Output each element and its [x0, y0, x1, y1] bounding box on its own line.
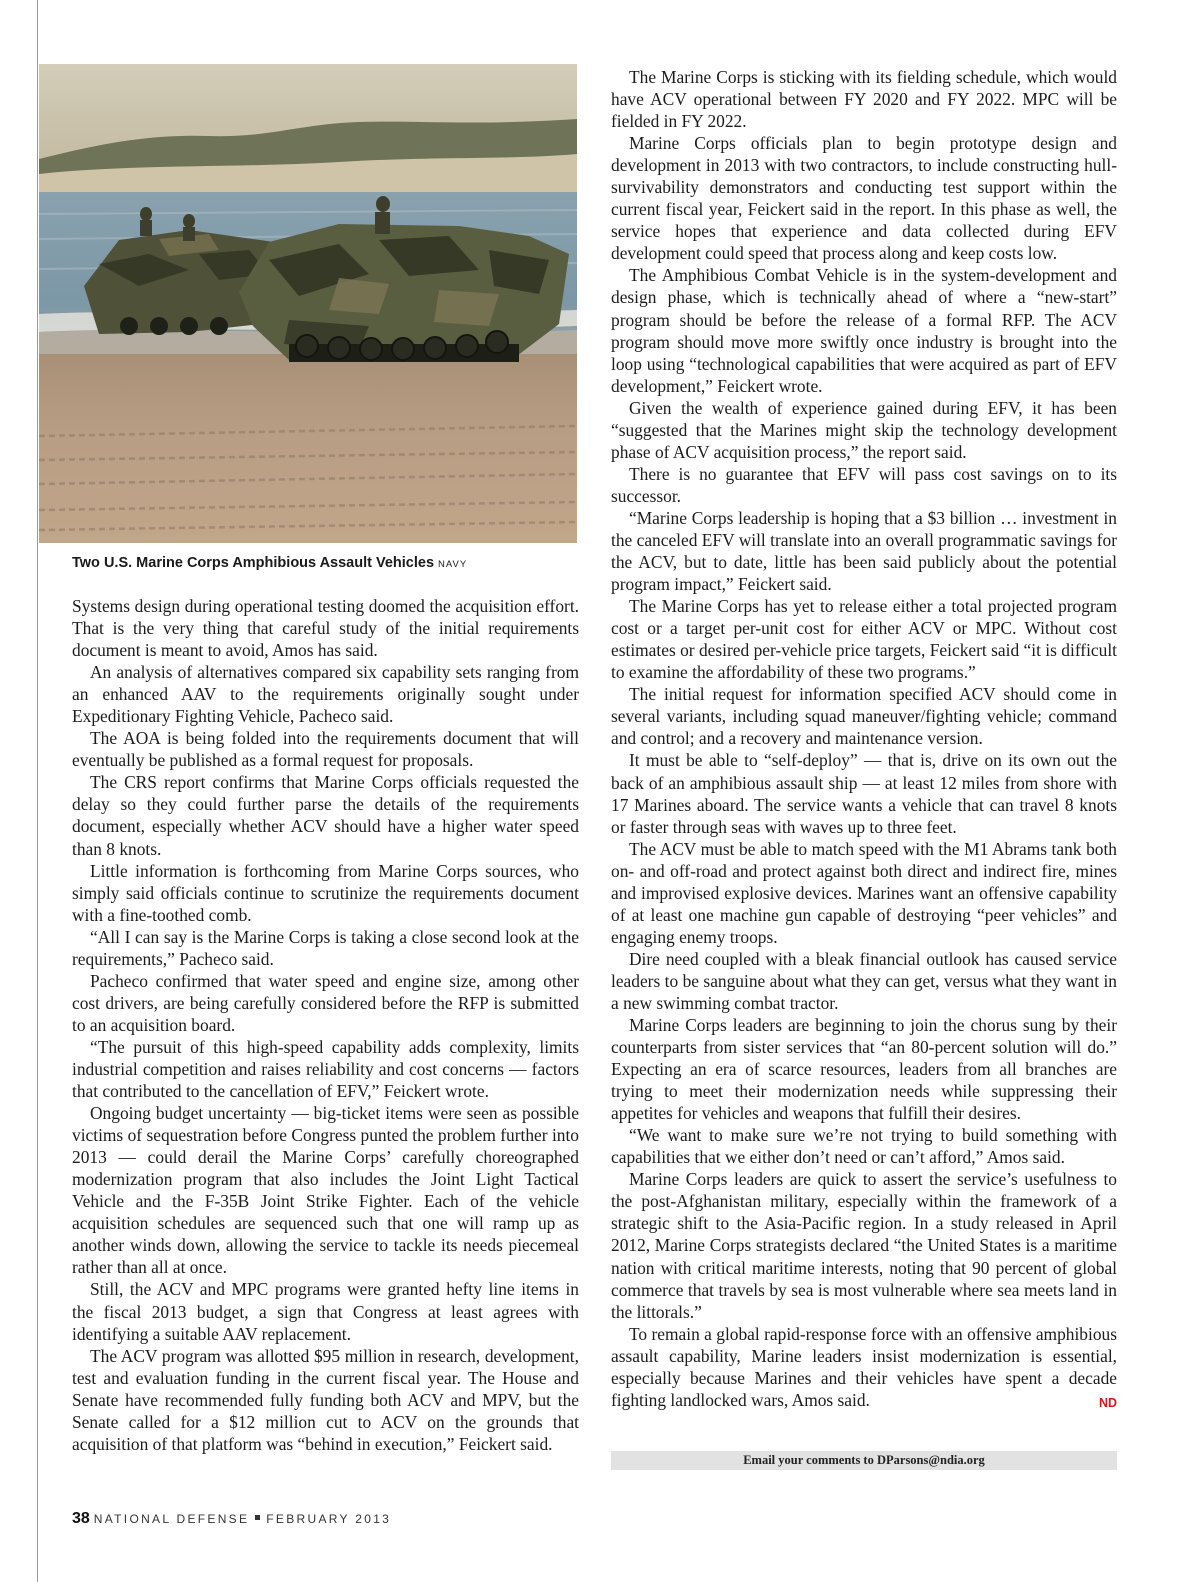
left-paragraph: “All I can say is the Marine Corps is taking a close second look at the requirements,” Pacheco said.	[72, 926, 579, 969]
right-paragraph: The Marine Corps is sticking with its fielding schedule, which would have ACV operational between FY 2020 and FY 2022. MPC will be fielded in FY 2022.	[611, 67, 1117, 132]
left-paragraph: Little information is forthcoming from Marine Corps sources, who simply said officials continue to scrutinize the requirements document with a fine-toothed comb.	[72, 860, 579, 925]
footer-separator	[255, 1515, 260, 1520]
caption-text: Two U.S. Marine Corps Amphibious Assault Vehicles	[72, 555, 435, 571]
email-address-link[interactable]: DParsons@ndia.org	[876, 1453, 985, 1467]
right-paragraph: Dire need coupled with a bleak financial outlook has caused service leaders to be sanguine about what they can get, versus what they want in a new swimming combat tractor.	[611, 948, 1117, 1013]
right-paragraph: The ACV must be able to match speed with the M1 Abrams tank both on- and off-road and protect against both direct and indirect fire, mines and improvised explosive devices. Marines want an offensive capability of at least one machine gun capable of destroying “peer vehicles” and engaging enemy troops.	[611, 838, 1117, 947]
email-prefix: Email your comments to	[743, 1453, 874, 1467]
left-paragraph: Ongoing budget uncertainty — big-ticket items were seen as possible victims of sequestration before Congress punted the problem further into 2013 — could derail the Marine Corps’ carefully choreographed modernization program that also includes the Joint Light Tactical Vehicle and the F-35B Joint Strike Fighter. Each of the vehicle acquisition schedules are sequenced such that one will ramp up as another winds down, allowing the service to tackle its needs piecemeal rather than all at once.	[72, 1103, 579, 1278]
left-paragraph: The CRS report confirms that Marine Corps officials requested the delay so they could further parse the details of the requirements document, especially whether ACV should have a higher water speed than 8 knots.	[72, 772, 579, 859]
issue-date: FEBRUARY 2013	[266, 1512, 392, 1526]
photo-credit: NAVY	[438, 559, 468, 570]
right-column	[611, 66, 1117, 1414]
right-paragraph: Marine Corps leaders are quick to assert the service’s usefulness to the post-Afghanistan military, especially within the framework of a strategic shift to the Asia-Pacific region. In a study released in April 2012, Marine Corps strategists declared “the United States is a maritime nation with critical maritime interests, noting that 90 percent of global commerce that travels by sea is most vulnerable where sea meets land in the littorals.”	[611, 1169, 1117, 1322]
publication-name: NATIONAL DEFENSE	[93, 1512, 250, 1526]
left-paragraph: An analysis of alternatives compared six capability sets ranging from an enhanced AAV to the requirements originally sought under Expeditionary Fighting Vehicle, Pacheco said.	[72, 662, 579, 727]
margin-rule	[37, 0, 38, 1582]
right-paragraph: There is no guarantee that EFV will pass cost savings on to its successor.	[611, 463, 1117, 506]
right-paragraph: It must be able to “self-deploy” — that is, drive on its own out the back of an amphibious assault ship — at least 12 miles from shore with 17 Marines aboard. The service wants a vehicle that can travel 8 knots or faster through seas with waves up to three feet.	[611, 750, 1117, 837]
email-comments-bar	[611, 1451, 1117, 1470]
left-paragraph: The ACV program was allotted $95 million in research, development, test and evaluation funding in the current fiscal year. The House and Senate have recommended fully funding both ACV and MPV, but the Senate called for a $12 million cut to ACV on the grounds that acquisition of that platform was “behind in execution,” Feickert said.	[72, 1345, 579, 1454]
right-paragraph: Marine Corps leaders are beginning to join the chorus sung by their counterparts from sister services that “an 80-percent solution will do.” Expecting an era of scarce resources, leaders from all branches are trying to meet their modernization needs while suppressing their appetites for vehicles and weapons that fulfill their desires.	[611, 1015, 1117, 1124]
amphibious-vehicles-photo	[39, 64, 577, 543]
left-paragraph: Pacheco confirmed that water speed and engine size, among other cost drivers, are being carefully considered before the RFP is submitted to an acquisition board.	[72, 970, 579, 1035]
left-paragraph: Still, the ACV and MPC programs were granted hefty line items in the fiscal 2013 budget, a sign that Congress at least agrees with identifying a suitable AAV replacement.	[72, 1279, 579, 1344]
final-paragraph	[611, 1323, 1117, 1411]
right-paragraph: “Marine Corps leadership is hoping that a $3 billion … investment in the canceled EFV will translate into an overall programmatic savings for the ACV, but to date, little has been said publicly about the potential program impact,” Feickert said.	[611, 507, 1117, 595]
page-number: 38	[72, 1510, 90, 1527]
right-paragraph: Marine Corps officials plan to begin prototype design and development in 2013 with two contractors, to include constructing hull-survivability demonstrators and conducting test support within the current fiscal year, Feickert said in the report. In this phase as well, the service hopes that experience and data collected during EFV development could speed that process along and keep costs low.	[611, 133, 1117, 264]
left-paragraph: “The pursuit of this high-speed capability adds complexity, limits industrial competition and raises reliability and cost concerns — factors that contributed to the cancellation of EFV,” Feickert wrote.	[72, 1036, 579, 1102]
page-footer	[72, 1510, 391, 1528]
photo-caption	[72, 555, 577, 571]
left-paragraph: Systems design during operational testing doomed the acquisition effort. That is the very thing that careful study of the initial requirements document is meant to avoid, Amos has said.	[72, 596, 579, 661]
right-paragraph: The Marine Corps has yet to release either a total projected program cost or a target per-unit cost for either ACV or MPC. Without cost estimates or desired per-vehicle price targets, Feickert said “it is difficult to examine the affordability of these two programs.”	[611, 596, 1117, 683]
left-paragraph: The AOA is being folded into the requirements document that will eventually be published as a formal request for proposals.	[72, 728, 579, 771]
right-paragraph-last: To remain a global rapid-response force with an offensive amphibious assault capability, Marine leaders insist modernization is essential, especially because Marines and their vehicles have spent a decade fighting landlocked wars, Amos said.	[611, 1323, 1117, 1410]
right-paragraph: Given the wealth of experience gained during EFV, it has been “suggested that the Marines might skip the technology development phase of ACV acquisition process,” the report said.	[611, 397, 1117, 462]
right-paragraph: “We want to make sure we’re not trying to build something with capabilities that we either don’t need or can’t afford,” Amos said.	[611, 1125, 1117, 1168]
right-paragraph: The initial request for information specified ACV should come in several variants, including squad maneuver/fighting vehicle; command and control; and a recovery and maintenance version.	[611, 684, 1117, 749]
right-paragraph: The Amphibious Combat Vehicle is in the system-development and design phase, which is technically ahead of where a “new-start” program should be before the release of a formal RFP. The ACV program should move more swiftly once industry is brought into the loop using “technological capabilities that were acquired as part of EFV development,” Feickert wrote.	[611, 265, 1117, 396]
left-column	[72, 595, 579, 1455]
end-mark: ND	[1098, 1395, 1117, 1410]
